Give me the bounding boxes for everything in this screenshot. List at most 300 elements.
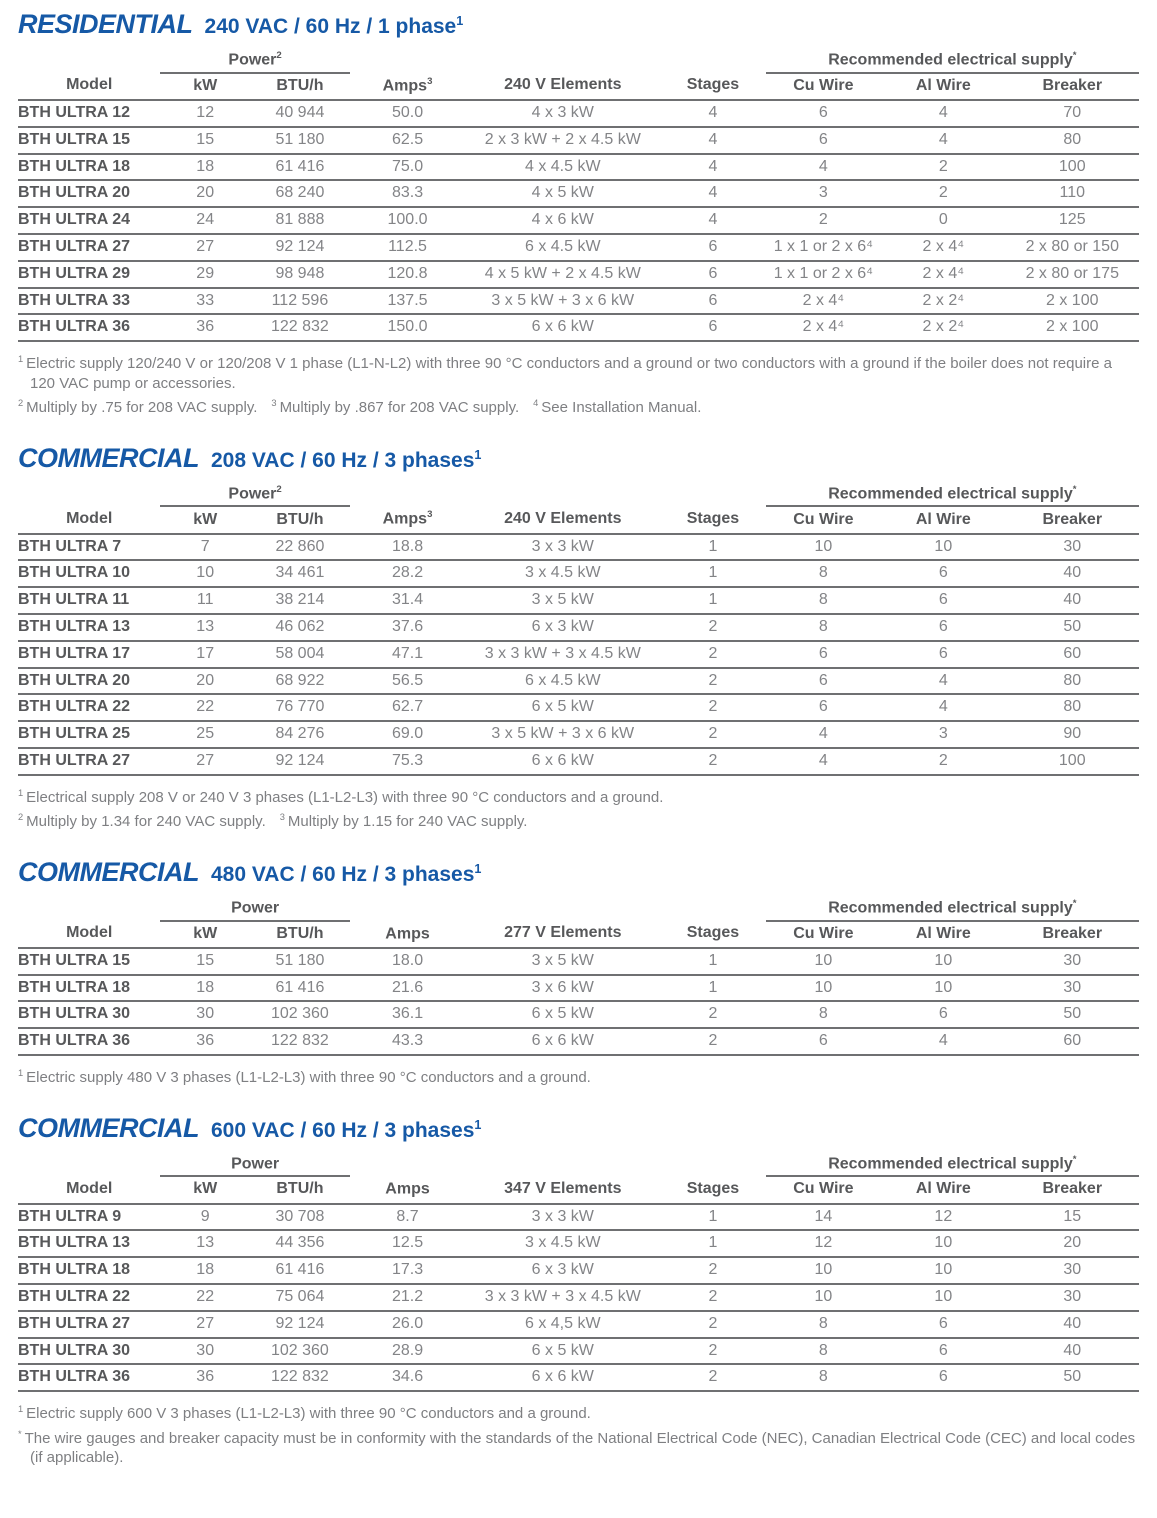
cell-breaker: 100 <box>1006 748 1139 775</box>
supply-group-header: Recommended electrical supply* <box>766 484 1139 506</box>
cell-elements: 6 x 6 kW <box>465 1028 660 1055</box>
cell-elements: 6 x 5 kW <box>465 1338 660 1365</box>
table-row <box>18 127 1139 154</box>
cell-stages: 1 <box>660 560 765 587</box>
table-row <box>18 641 1139 668</box>
cell-elements: 4 x 5 kW + 2 x 4.5 kW <box>465 261 660 288</box>
cell-model: BTH ULTRA 22 <box>18 1284 160 1311</box>
cell-al: 6 <box>881 587 1005 614</box>
cell-model: BTH ULTRA 7 <box>18 534 160 561</box>
cell-elements: 6 x 4,5 kW <box>465 1311 660 1338</box>
col-header-stages: Stages <box>660 1176 765 1203</box>
col-header-amps: Amps <box>350 1176 465 1203</box>
cell-stages: 4 <box>660 207 765 234</box>
table-row <box>18 948 1139 975</box>
cell-model: BTH ULTRA 27 <box>18 234 160 261</box>
cell-cu: 4 <box>766 721 881 748</box>
cell-breaker: 110 <box>1006 180 1139 207</box>
col-header-breaker: Breaker <box>1006 1176 1139 1203</box>
col-header-amps: Amps$^3$ <box>350 73 465 100</box>
cell-breaker: 70 <box>1006 100 1139 127</box>
cell-amps: 50.0 <box>350 100 465 127</box>
cell-al: 3 <box>881 721 1005 748</box>
cell-al: 4 <box>881 694 1005 721</box>
supply-group-header: Recommended electrical supply* <box>766 1154 1139 1176</box>
section-title <box>18 1114 1139 1142</box>
cell-btu: 92 124 <box>250 234 350 261</box>
col-header-btu: BTU/h <box>250 1176 350 1203</box>
spec-table <box>18 1154 1139 1392</box>
col-header-al-wire: Al Wire <box>881 1176 1005 1203</box>
footnote-part <box>18 1069 591 1086</box>
cell-elements: 6 x 6 kW <box>465 748 660 775</box>
cell-amps: 18.8 <box>350 534 465 561</box>
footnote-text: Electric supply 600 V 3 phases (L1-L2-L3) with three 90 °C conductors and a ground. <box>26 1405 591 1423</box>
cell-al: 2 x 2⁴ <box>881 288 1005 315</box>
cell-al: 10 <box>881 1257 1005 1284</box>
cell-kw: 18 <box>160 1257 250 1284</box>
group-header-row <box>18 50 1139 72</box>
cell-model: BTH ULTRA 13 <box>18 614 160 641</box>
cell-kw: 20 <box>160 180 250 207</box>
section-title <box>18 444 1139 472</box>
cell-btu: 51 180 <box>250 127 350 154</box>
cell-al: 0 <box>881 207 1005 234</box>
section-spec-text: 208 VAC / 60 Hz / 3 phases <box>210 448 475 472</box>
cell-amps: 28.9 <box>350 1338 465 1365</box>
footnote-part <box>18 399 257 416</box>
cell-elements: 6 x 5 kW <box>465 694 660 721</box>
table-row <box>18 1204 1139 1231</box>
col-header-elements: 347 V Elements <box>465 1176 660 1203</box>
footnote-text: The wire gauges and breaker capacity must be in conformity with the standards of the National Electrical Code (NEC), Canadian Electrical Code (CEC) and local codes (if applicable). <box>24 1429 1136 1467</box>
cell-model: BTH ULTRA 18 <box>18 154 160 181</box>
power-group-header: Power <box>160 1154 349 1176</box>
col-header-elements: 240 V Elements <box>465 73 660 100</box>
cell-cu: 10 <box>766 534 881 561</box>
cell-btu: 92 124 <box>250 748 350 775</box>
cell-al: 6 <box>881 614 1005 641</box>
cell-breaker: 40 <box>1006 587 1139 614</box>
spec-sheet <box>18 10 1139 1468</box>
cell-breaker: 2 x 80 or 150 <box>1006 234 1139 261</box>
table-row <box>18 975 1139 1002</box>
section-spec-text: 480 VAC / 60 Hz / 3 phases <box>210 862 475 886</box>
power-group-header: Power$^2$ <box>160 50 349 72</box>
cell-model: BTH ULTRA 10 <box>18 560 160 587</box>
cell-btu: 75 064 <box>250 1284 350 1311</box>
cell-stages: 4 <box>660 154 765 181</box>
footnote-text: Electrical supply 208 V or 240 V 3 phases (L1-L2-L3) with three 90 °C conductors and a ground. <box>26 788 664 806</box>
cell-elements: 3 x 5 kW <box>465 587 660 614</box>
cell-model: BTH ULTRA 36 <box>18 1364 160 1391</box>
cell-al: 6 <box>881 1364 1005 1391</box>
cell-btu: 84 276 <box>250 721 350 748</box>
footnote-line <box>18 353 1139 393</box>
cell-elements: 3 x 4.5 kW <box>465 560 660 587</box>
section-category: RESIDENTIAL <box>18 9 193 39</box>
cell-cu: 8 <box>766 614 881 641</box>
footnote-marker: 2 <box>18 398 24 409</box>
cell-al: 4 <box>881 668 1005 695</box>
cell-stages: 6 <box>660 288 765 315</box>
col-header-al-wire: Al Wire <box>881 73 1005 100</box>
cell-stages: 1 <box>660 948 765 975</box>
section-spec-footnote-ref: 1 <box>456 14 464 28</box>
cell-btu: 68 240 <box>250 180 350 207</box>
cell-al: 10 <box>881 948 1005 975</box>
cell-kw: 18 <box>160 975 250 1002</box>
table-row <box>18 694 1139 721</box>
col-header-model: Model <box>18 73 160 100</box>
cell-al: 6 <box>881 1001 1005 1028</box>
cell-cu: 6 <box>766 100 881 127</box>
cell-cu: 8 <box>766 560 881 587</box>
cell-cu: 10 <box>766 948 881 975</box>
cell-kw: 27 <box>160 1311 250 1338</box>
col-header-al-wire: Al Wire <box>881 506 1005 533</box>
footnote-part <box>18 813 266 830</box>
cell-elements: 6 x 3 kW <box>465 614 660 641</box>
cell-cu: 10 <box>766 975 881 1002</box>
table-row <box>18 614 1139 641</box>
cell-cu: 1 x 1 or 2 x 6⁴ <box>766 261 881 288</box>
cell-stages: 2 <box>660 694 765 721</box>
section-spec-footnote-ref: 1 <box>474 447 482 462</box>
column-header-row <box>18 921 1139 948</box>
cell-stages: 2 <box>660 1284 765 1311</box>
cell-al: 6 <box>881 1338 1005 1365</box>
cell-cu: 6 <box>766 694 881 721</box>
cell-breaker: 40 <box>1006 1311 1139 1338</box>
cell-al: 6 <box>881 1311 1005 1338</box>
footnote-marker: 2 <box>18 812 24 823</box>
cell-elements: 4 x 4.5 kW <box>465 154 660 181</box>
cell-btu: 92 124 <box>250 1311 350 1338</box>
cell-stages: 2 <box>660 748 765 775</box>
col-header-model: Model <box>18 921 160 948</box>
table-row <box>18 1311 1139 1338</box>
footnote-part <box>280 813 528 830</box>
table-row <box>18 1028 1139 1055</box>
cell-cu: 6 <box>766 1028 881 1055</box>
cell-cu: 3 <box>766 180 881 207</box>
cell-kw: 30 <box>160 1338 250 1365</box>
cell-cu: 10 <box>766 1257 881 1284</box>
cell-stages: 1 <box>660 975 765 1002</box>
cell-amps: 150.0 <box>350 314 465 341</box>
footnote-marker: 3 <box>271 398 277 409</box>
col-header-cu-wire: Cu Wire <box>766 921 881 948</box>
table-row <box>18 207 1139 234</box>
cell-model: BTH ULTRA 27 <box>18 1311 160 1338</box>
cell-breaker: 2 x 100 <box>1006 314 1139 341</box>
table-row <box>18 288 1139 315</box>
table-row <box>18 261 1139 288</box>
cell-amps: 34.6 <box>350 1364 465 1391</box>
section-title <box>18 10 1139 38</box>
col-header-model: Model <box>18 506 160 533</box>
col-header-model: Model <box>18 1176 160 1203</box>
cell-al: 10 <box>881 1284 1005 1311</box>
cell-model: BTH ULTRA 24 <box>18 207 160 234</box>
cell-model: BTH ULTRA 30 <box>18 1001 160 1028</box>
footnote-marker: * <box>18 1428 22 1439</box>
section-spec <box>211 449 481 472</box>
cell-cu: 8 <box>766 1311 881 1338</box>
cell-breaker: 15 <box>1006 1204 1139 1231</box>
footnote-part <box>18 355 1112 392</box>
cell-elements: 3 x 6 kW <box>465 975 660 1002</box>
cell-amps: 47.1 <box>350 641 465 668</box>
col-header-breaker: Breaker <box>1006 73 1139 100</box>
spec-section <box>18 1114 1139 1468</box>
cell-model: BTH ULTRA 27 <box>18 748 160 775</box>
cell-elements: 6 x 6 kW <box>465 1364 660 1391</box>
footnote-marker: 3 <box>279 812 285 823</box>
col-header-btu: BTU/h <box>250 73 350 100</box>
section-spec-footnote-ref: 1 <box>474 861 482 876</box>
footnote-part <box>18 1430 1135 1467</box>
cell-kw: 13 <box>160 614 250 641</box>
cell-elements: 4 x 6 kW <box>465 207 660 234</box>
col-header-cu-wire: Cu Wire <box>766 1176 881 1203</box>
cell-al: 2 x 2⁴ <box>881 314 1005 341</box>
cell-model: BTH ULTRA 17 <box>18 641 160 668</box>
cell-btu: 58 004 <box>250 641 350 668</box>
cell-model: BTH ULTRA 20 <box>18 668 160 695</box>
cell-kw: 15 <box>160 948 250 975</box>
table-row <box>18 180 1139 207</box>
cell-amps: 75.3 <box>350 748 465 775</box>
table-row <box>18 668 1139 695</box>
table-row <box>18 1284 1139 1311</box>
cell-stages: 2 <box>660 614 765 641</box>
cell-al: 12 <box>881 1204 1005 1231</box>
cell-model: BTH ULTRA 13 <box>18 1230 160 1257</box>
column-header-row <box>18 1176 1139 1203</box>
cell-kw: 9 <box>160 1204 250 1231</box>
cell-kw: 12 <box>160 100 250 127</box>
table-row <box>18 1230 1139 1257</box>
cell-elements: 4 x 5 kW <box>465 180 660 207</box>
cell-btu: 98 948 <box>250 261 350 288</box>
group-header-row <box>18 1154 1139 1176</box>
footnotes <box>18 1403 1139 1468</box>
cell-stages: 2 <box>660 1028 765 1055</box>
cell-stages: 1 <box>660 534 765 561</box>
cell-stages: 2 <box>660 1257 765 1284</box>
power-group-header: Power$^2$ <box>160 484 349 506</box>
table-row <box>18 748 1139 775</box>
cell-stages: 2 <box>660 1001 765 1028</box>
table-row <box>18 154 1139 181</box>
cell-elements: 3 x 3 kW <box>465 1204 660 1231</box>
cell-cu: 8 <box>766 1364 881 1391</box>
section-category: COMMERCIAL <box>18 442 199 473</box>
cell-breaker: 50 <box>1006 1364 1139 1391</box>
cell-cu: 6 <box>766 668 881 695</box>
cell-al: 2 <box>881 154 1005 181</box>
table-row <box>18 100 1139 127</box>
cell-stages: 6 <box>660 314 765 341</box>
cell-breaker: 125 <box>1006 207 1139 234</box>
cell-kw: 15 <box>160 127 250 154</box>
cell-kw: 18 <box>160 154 250 181</box>
col-header-breaker: Breaker <box>1006 506 1139 533</box>
cell-breaker: 50 <box>1006 614 1139 641</box>
col-header-amps: Amps <box>350 921 465 948</box>
cell-elements: 6 x 4.5 kW <box>465 668 660 695</box>
col-header-stages: Stages <box>660 73 765 100</box>
cell-stages: 2 <box>660 721 765 748</box>
cell-kw: 11 <box>160 587 250 614</box>
cell-model: BTH ULTRA 30 <box>18 1338 160 1365</box>
cell-amps: 62.5 <box>350 127 465 154</box>
cell-model: BTH ULTRA 15 <box>18 948 160 975</box>
col-header-amps: Amps$^3$ <box>350 506 465 533</box>
cell-stages: 2 <box>660 1338 765 1365</box>
cell-kw: 22 <box>160 694 250 721</box>
cell-model: BTH ULTRA 18 <box>18 1257 160 1284</box>
cell-amps: 17.3 <box>350 1257 465 1284</box>
cell-elements: 6 x 4.5 kW <box>465 234 660 261</box>
col-header-btu: BTU/h <box>250 921 350 948</box>
cell-al: 4 <box>881 1028 1005 1055</box>
cell-kw: 36 <box>160 1028 250 1055</box>
table-row <box>18 1338 1139 1365</box>
footnote-marker: 1 <box>18 354 24 365</box>
cell-cu: 6 <box>766 127 881 154</box>
cell-kw: 13 <box>160 1230 250 1257</box>
cell-breaker: 30 <box>1006 948 1139 975</box>
table-row <box>18 587 1139 614</box>
cell-model: BTH ULTRA 33 <box>18 288 160 315</box>
cell-al: 4 <box>881 100 1005 127</box>
cell-kw: 22 <box>160 1284 250 1311</box>
cell-breaker: 60 <box>1006 641 1139 668</box>
cell-kw: 33 <box>160 288 250 315</box>
cell-btu: 61 416 <box>250 1257 350 1284</box>
cell-breaker: 20 <box>1006 1230 1139 1257</box>
cell-cu: 8 <box>766 1338 881 1365</box>
spec-table <box>18 484 1139 776</box>
cell-btu: 46 062 <box>250 614 350 641</box>
cell-btu: 34 461 <box>250 560 350 587</box>
col-header-btu: BTU/h <box>250 506 350 533</box>
footnotes <box>18 1067 1139 1088</box>
section-title <box>18 858 1139 886</box>
cell-btu: 122 832 <box>250 1028 350 1055</box>
cell-model: BTH ULTRA 11 <box>18 587 160 614</box>
cell-btu: 76 770 <box>250 694 350 721</box>
section-spec <box>211 863 481 886</box>
cell-amps: 75.0 <box>350 154 465 181</box>
cell-al: 10 <box>881 1230 1005 1257</box>
cell-amps: 28.2 <box>350 560 465 587</box>
footnote-line <box>18 1403 1139 1424</box>
cell-btu: 122 832 <box>250 314 350 341</box>
cell-btu: 102 360 <box>250 1338 350 1365</box>
cell-stages: 1 <box>660 587 765 614</box>
column-header-row <box>18 506 1139 533</box>
col-header-al-wire: Al Wire <box>881 921 1005 948</box>
cell-al: 2 x 4⁴ <box>881 234 1005 261</box>
cell-elements: 3 x 4.5 kW <box>465 1230 660 1257</box>
cell-al: 2 <box>881 748 1005 775</box>
footnote-text: Multiply by 1.15 for 240 VAC supply. <box>287 813 528 831</box>
table-row <box>18 1364 1139 1391</box>
cell-cu: 14 <box>766 1204 881 1231</box>
cell-breaker: 30 <box>1006 975 1139 1002</box>
cell-cu: 2 x 4⁴ <box>766 288 881 315</box>
cell-elements: 3 x 5 kW <box>465 948 660 975</box>
cell-breaker: 50 <box>1006 1001 1139 1028</box>
footnote-text: Multiply by .75 for 208 VAC supply. <box>26 399 258 417</box>
spec-table <box>18 50 1139 342</box>
cell-cu: 8 <box>766 1001 881 1028</box>
cell-btu: 30 708 <box>250 1204 350 1231</box>
cell-stages: 4 <box>660 127 765 154</box>
cell-kw: 36 <box>160 314 250 341</box>
column-header-row <box>18 73 1139 100</box>
cell-model: BTH ULTRA 36 <box>18 314 160 341</box>
cell-amps: 21.6 <box>350 975 465 1002</box>
cell-amps: 26.0 <box>350 1311 465 1338</box>
cell-cu: 8 <box>766 587 881 614</box>
cell-al: 2 <box>881 180 1005 207</box>
supply-group-header: Recommended electrical supply* <box>766 50 1139 72</box>
cell-cu: 2 <box>766 207 881 234</box>
cell-breaker: 40 <box>1006 560 1139 587</box>
cell-btu: 38 214 <box>250 587 350 614</box>
cell-amps: 12.5 <box>350 1230 465 1257</box>
cell-amps: 31.4 <box>350 587 465 614</box>
cell-al: 10 <box>881 534 1005 561</box>
power-group-header: Power <box>160 898 349 920</box>
col-header-stages: Stages <box>660 506 765 533</box>
footnote-text: See Installation Manual. <box>541 399 702 417</box>
cell-breaker: 90 <box>1006 721 1139 748</box>
section-spec <box>205 15 464 38</box>
cell-btu: 112 596 <box>250 288 350 315</box>
cell-cu: 10 <box>766 1284 881 1311</box>
footnote-text: Multiply by .867 for 208 VAC supply. <box>279 399 520 417</box>
col-header-kw: kW <box>160 73 250 100</box>
cell-amps: 62.7 <box>350 694 465 721</box>
supply-group-header: Recommended electrical supply* <box>766 898 1139 920</box>
cell-elements: 4 x 3 kW <box>465 100 660 127</box>
cell-elements: 2 x 3 kW + 2 x 4.5 kW <box>465 127 660 154</box>
cell-kw: 10 <box>160 560 250 587</box>
cell-breaker: 100 <box>1006 154 1139 181</box>
table-row <box>18 560 1139 587</box>
cell-stages: 6 <box>660 234 765 261</box>
cell-breaker: 80 <box>1006 127 1139 154</box>
col-header-kw: kW <box>160 921 250 948</box>
cell-amps: 18.0 <box>350 948 465 975</box>
cell-kw: 27 <box>160 234 250 261</box>
group-header-row <box>18 484 1139 506</box>
cell-stages: 2 <box>660 641 765 668</box>
cell-al: 4 <box>881 127 1005 154</box>
cell-al: 10 <box>881 975 1005 1002</box>
cell-cu: 2 x 4⁴ <box>766 314 881 341</box>
cell-kw: 17 <box>160 641 250 668</box>
footnote-marker: 1 <box>18 787 24 798</box>
cell-amps: 21.2 <box>350 1284 465 1311</box>
cell-elements: 3 x 3 kW + 3 x 4.5 kW <box>465 641 660 668</box>
